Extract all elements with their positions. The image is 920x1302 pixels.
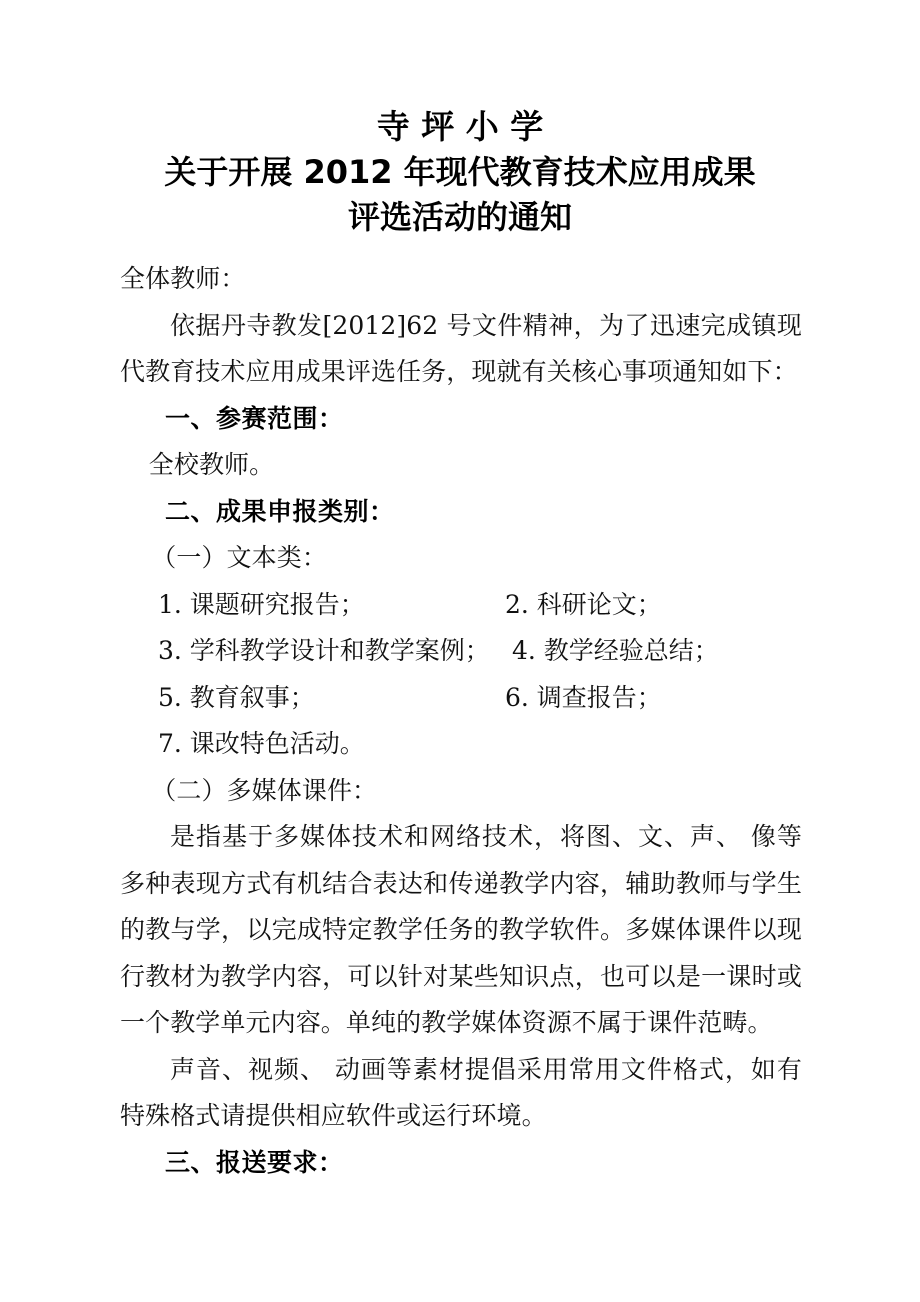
document-title-block [0, 104, 920, 240]
school-name-title: 寺 坪 小 学 [376, 107, 544, 146]
list-item: 2. 科研论文； [505, 589, 662, 619]
list-item-row [120, 628, 802, 675]
subsection-label-multimedia-courseware: （二）多媒体课件： [151, 775, 378, 805]
list-item-row [120, 582, 802, 629]
notice-title-line-1: 关于开展 2012 年现代教育技术应用成果 [164, 153, 756, 191]
section-1-body: 全校教师。 [148, 450, 275, 479]
list-item: 4. 教学经验总结； [512, 636, 719, 665]
addressee-line: 全体教师： [120, 264, 246, 293]
media-format-paragraph: 声音、视频、 动画等素材提倡采用常用文件格式，如有特殊格式请提供相应软件或运行环境。 [120, 1054, 802, 1130]
list-item: 7. 课改特色活动。 [158, 729, 365, 758]
list-item: 1. 课题研究报告； [158, 589, 365, 619]
notice-title-line-2: 评选活动的通知 [347, 198, 572, 236]
list-item-row [120, 675, 802, 722]
document-body [120, 256, 802, 1186]
list-item-row [120, 721, 802, 768]
multimedia-definition-paragraph: 是指基于多媒体技术和网络技术，将图、文、声、 像等多种表现方式有机结合表达和传递教学内容，辅助教师与学生的教与学，以完成特定教学任务的教学软件。多媒体课件以现行教材为教学内容，可以针对某些知识点，也可以是一课时或一个教学单元内容。单纯的教学媒体资源不属于课件范畴。 [120, 822, 802, 1037]
intro-paragraph: 依据丹寺教发[2012]62 号文件精神，为了迅速完成镇现代教育技术应用成果评选任务，现就有关核心事项通知如下： [120, 310, 802, 386]
list-item: 6. 调查报告； [505, 682, 662, 712]
section-heading-3: 三、报送要求： [165, 1147, 344, 1177]
section-heading-2: 二、成果申报类别： [165, 496, 395, 526]
list-item: 5. 教育叙事； [158, 682, 315, 712]
section-heading-1: 一、参赛范围： [165, 403, 344, 433]
subsection-label-text-category: （一）文本类： [151, 543, 327, 572]
list-item: 3. 学科教学设计和教学案例； [158, 636, 490, 665]
